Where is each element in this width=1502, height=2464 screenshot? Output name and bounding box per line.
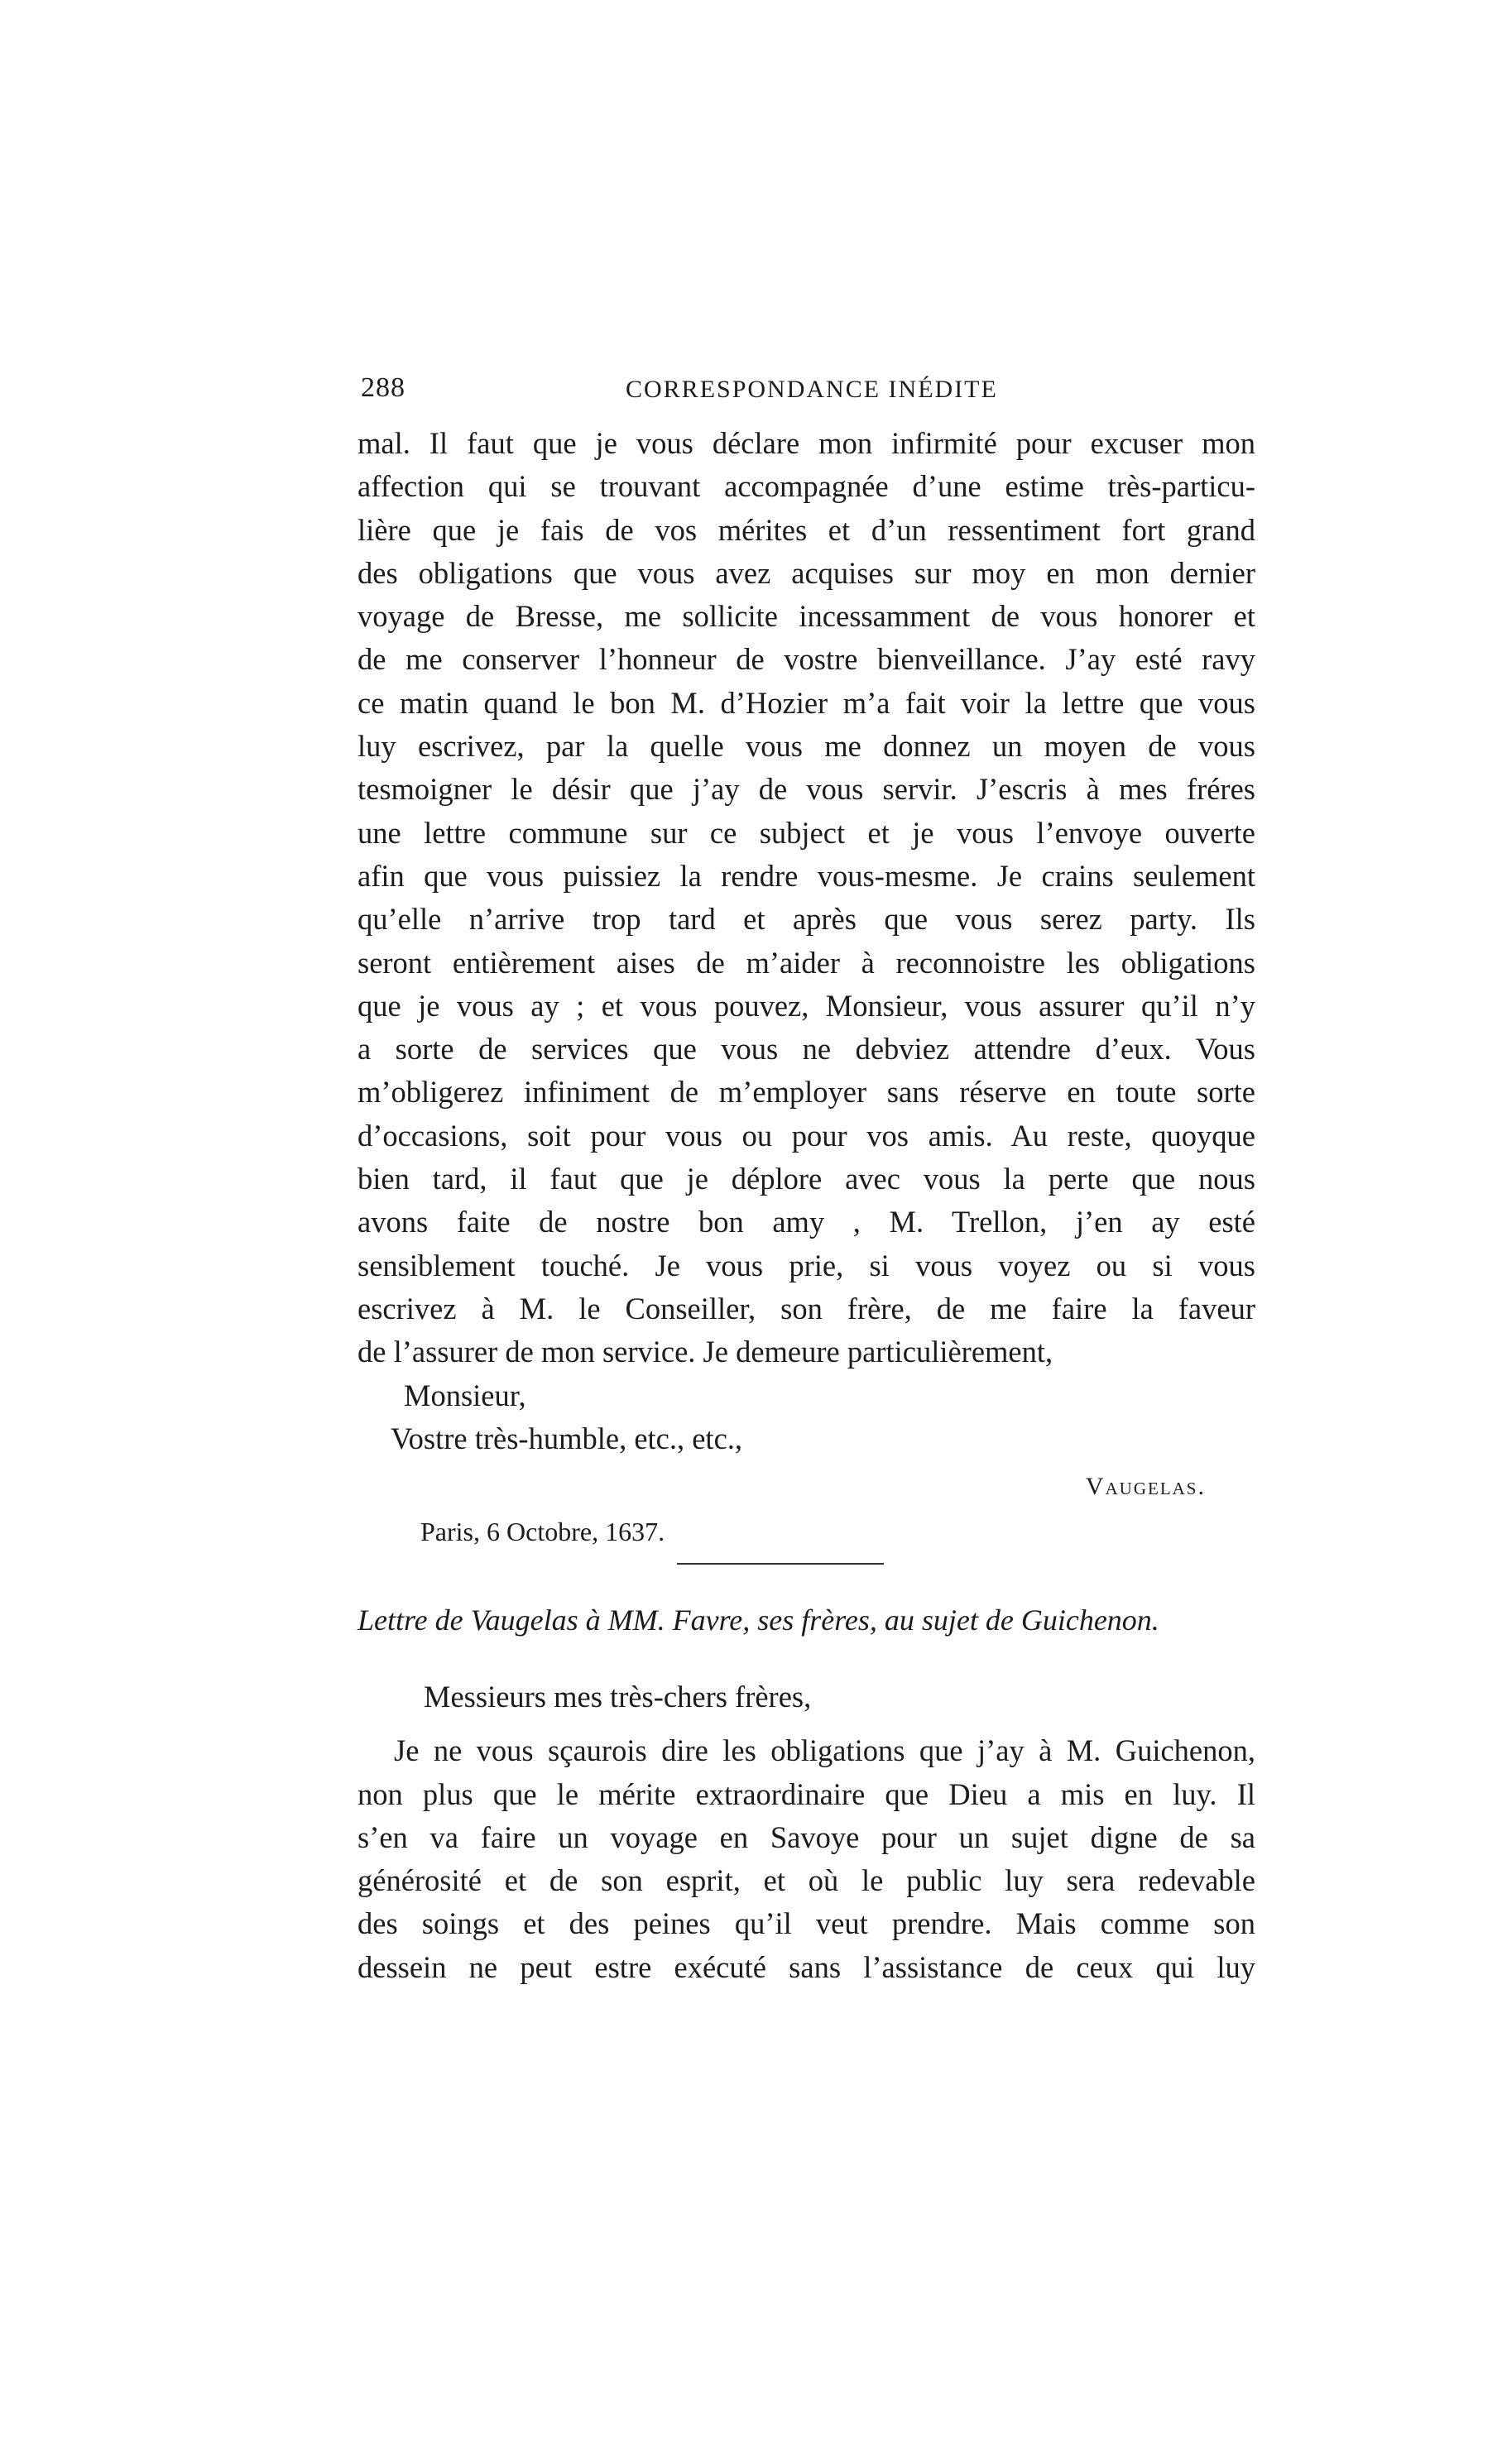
- text-line: m’obligerez infiniment de m’employer sans réserve en toute sorte: [358, 1075, 1255, 1110]
- text-line: de me conserver l’honneur de vostre bienveillance. J’ay esté ravy: [358, 642, 1255, 677]
- text-line: ce matin quand le bon M. d’Hozier m’a fait voir la lettre que vous: [358, 685, 1255, 720]
- text-line: bien tard, il faut que je déplore avec vous la perte que nous: [358, 1162, 1255, 1196]
- letter-body: [358, 422, 1255, 1558]
- text-line: non plus que le mérite extraordinaire que Dieu a mis en luy. Il: [358, 1776, 1255, 1811]
- text-line: mal. Il faut que je vous déclare mon infirmité pour excuser mon: [358, 426, 1255, 460]
- text-line: des soings et des peines qu’il veut prendre. Mais comme son: [358, 1906, 1255, 1941]
- text-line: affection qui se trouvant accompagnée d’une estime très-particu-: [358, 469, 1255, 504]
- signature: Vaugelas.: [1085, 1473, 1206, 1501]
- text-line: d’occasions, soit pour vous ou pour vos amis. Au reste, quoyque: [358, 1118, 1255, 1153]
- letter-heading: Lettre de Vaugelas à MM. Favre, ses frères, au sujet de Guichenon.: [358, 1604, 1159, 1637]
- text-line: avons faite de nostre bon amy , M. Trellon, j’en ay esté: [358, 1205, 1255, 1239]
- text-line: a sorte de services que vous ne debviez attendre d’eux. Vous: [358, 1032, 1255, 1067]
- text-line: tesmoigner le désir que j’ay de vous servir. J’escris à mes fréres: [358, 772, 1255, 807]
- text-line-last: de l’assurer de mon service. Je demeure particulièrement,: [358, 1335, 1053, 1369]
- text-line: seront entièrement aises de m’aider à reconnoistre les obligations: [358, 945, 1255, 980]
- text-line: s’en va faire un voyage en Savoye pour un sujet digne de sa: [358, 1819, 1255, 1854]
- running-title: CORRESPONDANCE INÉDITE: [626, 376, 998, 403]
- closing-formula: Vostre très-humble, etc., etc.,: [391, 1421, 743, 1455]
- text-line: sensiblement touché. Je vous prie, si vous voyez ou si vous: [358, 1248, 1255, 1282]
- text-line: une lettre commune sur ce subject et je vous l’envoye ouverte: [358, 815, 1255, 850]
- text-line: voyage de Bresse, me sollicite incessamment de vous honorer et: [358, 599, 1255, 634]
- letter2-body: [358, 1675, 1255, 1989]
- salutation: Monsieur,: [404, 1378, 526, 1412]
- text-line: qu’elle n’arrive trop tard et après que vous serez party. Ils: [358, 902, 1255, 937]
- text-line: afin que vous puissiez la rendre vous-mesme. Je crains seulement: [358, 858, 1255, 893]
- signature-block: [358, 1460, 1255, 1558]
- text-line: luy escrivez, par la quelle vous me donnez un moyen de vous: [358, 729, 1255, 764]
- place-date: Paris, 6 Octobre, 1637.: [420, 1517, 665, 1547]
- salutation: Messieurs mes très-chers frères,: [424, 1680, 812, 1714]
- running-head: [361, 372, 1255, 422]
- page-number: 288: [361, 372, 405, 403]
- text-line: dessein ne peut estre exécuté sans l’assistance de ceux qui luy: [358, 1949, 1255, 1984]
- text-line: lière que je fais de vos mérites et d’un ressentiment fort grand: [358, 512, 1255, 547]
- text-line: escrivez à M. le Conseiller, son frère, de me faire la faveur: [358, 1291, 1255, 1325]
- section-divider: [677, 1563, 884, 1565]
- text-line: générosité et de son esprit, et où le public luy sera redevable: [358, 1863, 1255, 1898]
- text-line: que je vous ay ; et vous pouvez, Monsieur, vous assurer qu’il n’y: [358, 988, 1255, 1023]
- text-line: Je ne vous sçaurois dire les obligations que j’ay à M. Guichenon,: [394, 1733, 1255, 1768]
- text-line: des obligations que vous avez acquises sur moy en mon dernier: [358, 555, 1255, 590]
